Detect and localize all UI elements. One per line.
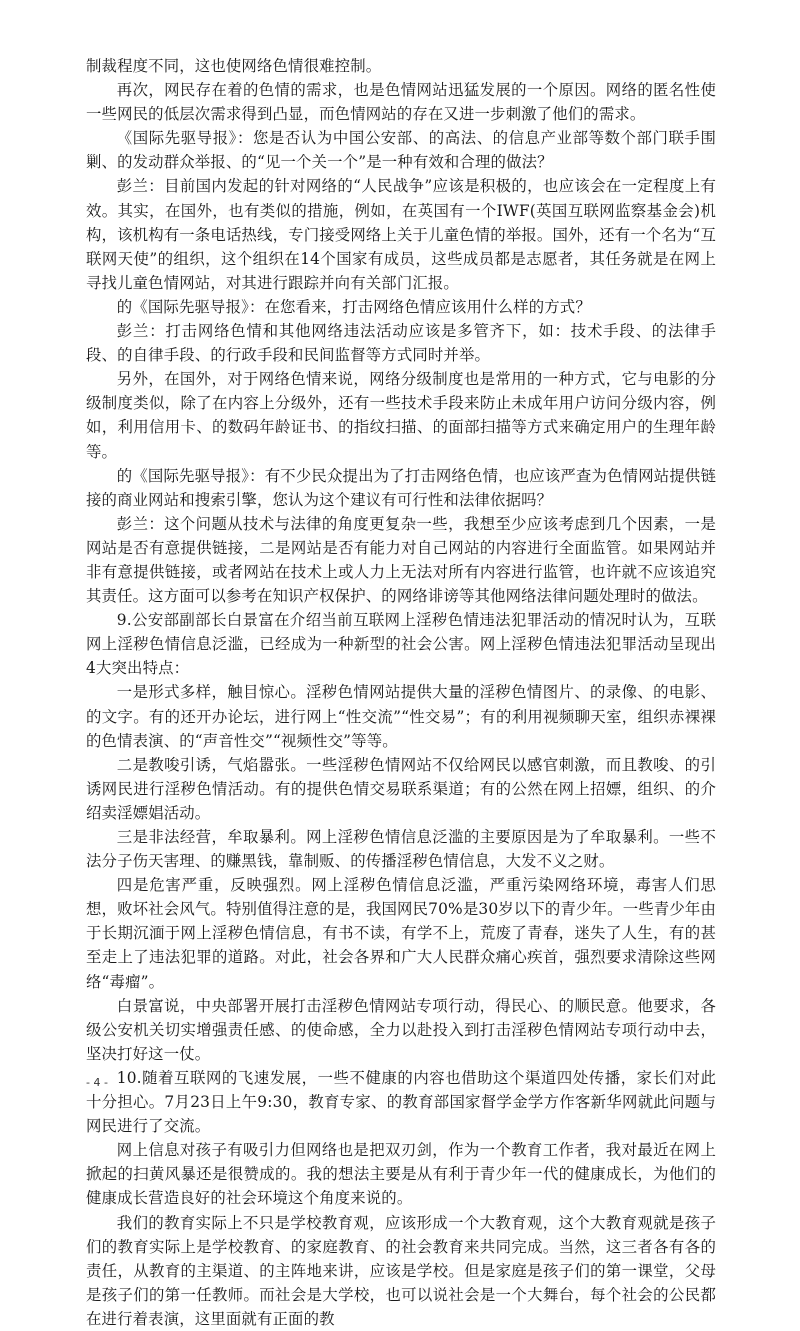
paragraph-17: 我们的教育实际上不只是学校教育观，应该形成一个大教育观，这个大教育观就是孩子们的教育实际上是学校教育、的家庭教育、的社会教育来共同完成。当然，这三者各有各的责任，从教育的主渠道、的主阵地来讲，应该是学校。但是家庭是孩子们的第一课堂，父母是孩子们的第一任教师。而社会是大学校，也可以说社会是一个大舞台，每个社会的公民都在进行着表演，这里面就有正面的教 — [86, 1213, 716, 1328]
paragraph-15: 10.随着互联网的飞速发展，一些不健康的内容也借助这个渠道四处传播，家长们对此十分担心。7月23日上午9:30，教育专家、的教育部国家督学金学方作客新华网就此问题与网民进行了交流。 — [86, 1068, 716, 1136]
paragraph-2: 《国际先驱导报》：您是否认为中国公安部、的高法、的信息产业部等数个部门联手围剿、的发动群众举报、的“见一个关一个”是一种有效和合理的做法？ — [86, 129, 716, 172]
paragraph-10: 一是形式多样，触目惊心。淫秽色情网站提供大量的淫秽色情图片、的录像、的电影、的文字。有的还开办论坛，进行网上“性交流”“性交易”；有的利用视频聊天室，组织赤裸裸的色情表演、的“声音性交”“视频性交”等等。 — [86, 683, 716, 750]
page-number: - 4 - — [86, 1076, 108, 1089]
paragraph-1: 再次，网民存在着的色情的需求，也是色情网站迅猛发展的一个原因。网络的匿名性使一些网民的低层次需求得到凸显，而色情网站的存在又进一步刺激了他们的需求。 — [86, 81, 716, 124]
paragraph-5: 彭兰：打击网络色情和其他网络违法活动应该是多管齐下，如：技术手段、的法律手段、的自律手段、的行政手段和民间监督等方式同时并举。 — [86, 322, 716, 365]
document-body — [86, 54, 716, 1331]
paragraph-4: 的《国际先驱导报》：在您看来，打击网络色情应该用什么样的方式？ — [116, 297, 591, 316]
paragraph-3: 彭兰：目前国内发起的针对网络的“人民战争”应该是积极的，也应该会在一定程度上有效。其实，在国外，也有类似的措施，例如，在英国有一个IWF(英国互联网监察基金会)机构，该机构有一条电话热线，专门接受网络上关于儿童色情的举报。国外，还有一个名为“互联网天使”的组织，这个组织在14个国家有成员，这些成员都是志愿者，其任务就是在网上寻找儿童色情网站，对其进行跟踪并向有关部门汇报。 — [86, 177, 716, 292]
paragraph-9: 9.公安部副部长白景富在介绍当前互联网上淫秽色情违法犯罪活动的情况时认为，互联网上淫秽色情信息泛滥，已经成为一种新型的社会公害。网上淫秽色情违法犯罪活动呈现出4大突出特点： — [86, 611, 716, 678]
paragraph-14: 白景富说，中央部署开展打击淫秽色情网站专项行动，得民心、的顺民意。他要求，各级公安机关切实增强责任感、的使命感，全力以赴投入到打击淫秽色情网站专项行动中去，坚决打好这一仗。 — [86, 996, 716, 1063]
paragraph-0: 制裁程度不同，这也使网络色情很难控制。 — [86, 57, 382, 75]
paragraph-12: 三是非法经营，牟取暴利。网上淫秽色情信息泛滥的主要原因是为了牟取暴利。一些不法分子伤天害理、的赚黑钱，靠制贩、的传播淫秽色情信息，大发不义之财。 — [86, 828, 716, 871]
paragraph-16: 网上信息对孩子有吸引力但网络也是把双刃剑，作为一个教育工作者，我对最近在网上掀起的扫黄风暴还是很赞成的。我的想法主要是从有利于青少年一代的健康成长，为他们的健康成长营造良好的社会环境这个角度来说的。 — [86, 1141, 716, 1208]
paragraph-13: 四是危害严重，反映强烈。网上淫秽色情信息泛滥，严重污染网络环境，毒害人们思想，败坏社会风气。特别值得注意的是，我国网民70%是30岁以下的青少年。一些青少年由于长期沉湎于网上淫秽色情信息，有书不读，有学不上，荒废了青春，迷失了人生，有的甚至走上了违法犯罪的道路。对此，社会各界和广大人民群众痛心疾首，强烈要求清除这些网络“毒瘤”。 — [86, 876, 716, 991]
paragraph-11: 二是教唆引诱，气焰嚣张。一些淫秽色情网站不仅给网民以感官刺激，而且教唆、的引诱网民进行淫秽色情活动。有的提供色情交易联系渠道；有的公然在网上招嫖，组织、的介绍卖淫嫖娼活动。 — [86, 755, 716, 822]
paragraph-6: 另外，在国外，对于网络色情来说，网络分级制度也是常用的一种方式，它与电影的分级制度类似，除了在内容上分级外，还有一些技术手段来防止未成年用户访问分级内容，例如，利用信用卡、的数码年龄证书、的指纹扫描、的面部扫描等方式来确定用户的生理年龄等。 — [86, 370, 716, 461]
paragraph-7: 的《国际先驱导报》：有不少民众提出为了打击网络色情，也应该严查为色情网站提供链接的商业网站和搜索引擎，您认为这个建议有可行性和法律依据吗？ — [86, 466, 716, 509]
paragraph-8: 彭兰：这个问题从技术与法律的角度更复杂一些，我想至少应该考虑到几个因素，一是网站是否有意提供链接，二是网站是否有能力对自己网站的内容进行全面监管。如果网站并非有意提供链接，或者网站在技术上或人力上无法对所有内容进行监管，也许就不应该追究其责任。这方面可以参考在知识产权保护、的网络诽谤等其他网络法律问题处理时的做法。 — [86, 514, 716, 606]
